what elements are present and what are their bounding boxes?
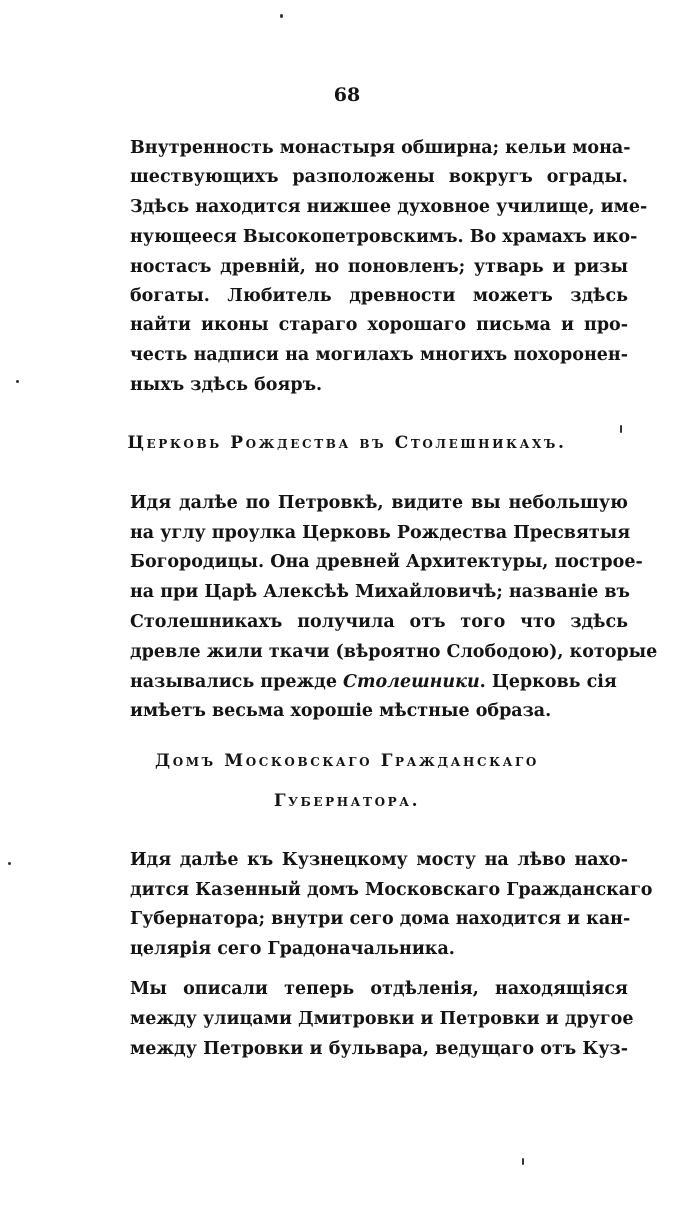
italic-term: Столешники xyxy=(343,672,480,692)
paragraph-line: Внутренность монастыря обширна; кельи мона- xyxy=(130,138,631,158)
paragraph-line: богаты. Любитель древности можетъ здѣсь xyxy=(130,286,628,306)
paragraph-line: на углу проулка Церковь Рождества Пресвятыя xyxy=(130,523,631,543)
paragraph-line: шествующихъ разположены вокругъ ограды. xyxy=(130,167,628,187)
section-heading: Домъ Московскаго Гражданскаго xyxy=(155,751,539,771)
scan-speck xyxy=(16,380,19,383)
paragraph-line: ныхъ здѣсь бояръ. xyxy=(130,375,323,395)
paragraph-line: найти иконы стараго хорошаго письма и про- xyxy=(130,315,628,335)
paragraph-line: древле жили ткачи (вѣроятно Слободою), которые xyxy=(130,642,658,662)
paragraph-line: нующееся Высокопетровскимъ. Во храмахъ ико- xyxy=(130,227,638,247)
paragraph-line: Столешникахъ получила отъ того что здѣсь xyxy=(130,612,628,632)
page-number: 68 xyxy=(333,84,361,106)
paragraph-line: Идя далѣе по Петровкѣ, видите вы небольшую xyxy=(130,493,628,513)
paragraph-line: Идя далѣе къ Кузнецкому мосту на лѣво нахо- xyxy=(130,850,628,870)
paragraph-line: между Петровки и бульвара, ведущаго отъ Куз- xyxy=(130,1039,628,1059)
scan-speck xyxy=(522,1158,524,1165)
section-heading: Церковь Рождества въ Столешникахъ. xyxy=(127,433,567,453)
paragraph-line: Мы описали теперь отдѣленія, находящіяся xyxy=(130,979,628,999)
scan-speck xyxy=(280,14,283,18)
paragraph-line: на при Царѣ Алексѣѣ Михайловичѣ; названіе въ xyxy=(130,582,630,602)
text-run: назывались прежде xyxy=(130,672,337,692)
paragraph-line: дится Казенный домъ Московскаго Гражданскаго xyxy=(130,880,653,900)
paragraph-line-mixed xyxy=(130,668,628,696)
section-heading-continued: Губернатора. xyxy=(273,791,421,811)
text-run: . Церковь сія xyxy=(479,672,617,692)
scan-speck xyxy=(8,862,11,865)
paragraph-line: Богородицы. Она древней Архитектуры, построе- xyxy=(130,552,643,572)
paragraph-line: между улицами Дмитровки и Петровки и другое xyxy=(130,1009,634,1029)
paragraph-line: ностасъ древній, но поновленъ; утварь и ризы xyxy=(130,257,628,277)
scan-speck xyxy=(620,425,622,433)
paragraph-line: Губернатора; внутри сего дома находится и кан- xyxy=(130,909,631,929)
paragraph-line: целярія сего Градоначальника. xyxy=(130,939,455,959)
paragraph-line: имѣетъ весьма хорошіе мѣстные образа. xyxy=(130,701,552,721)
paragraph-line: честь надписи на могилахъ многихъ похоронен- xyxy=(130,345,628,365)
paragraph-line: Здѣсь находится нижшее духовное училище, име- xyxy=(130,197,648,217)
